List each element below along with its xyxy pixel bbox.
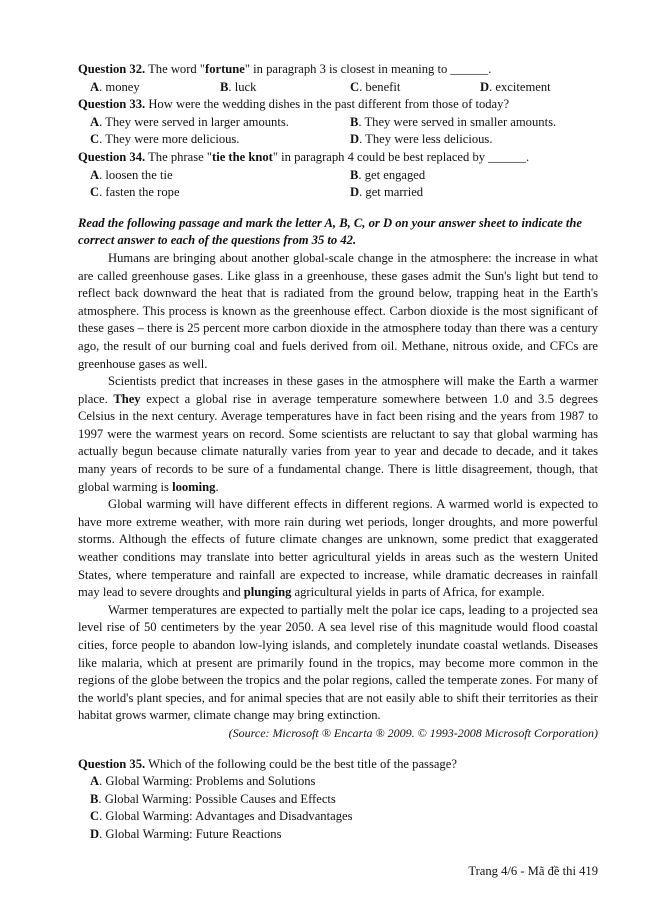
question-term: fortune xyxy=(205,62,245,76)
passage-paragraph-3: Global warming will have different effects in different regions. A warmed world is expected to have more extreme weather, with more rain during wet periods, longer droughts, and more powerful storms. Although the effects of future climate changes are unknown, some predict that exaggerated weather conditions may translate into better agricultural yields in areas such as the western United States, where temperature and rainfall are expected to increase, while dramatic decreases in rainfall may lead to severe droughts and plunging agricultural yields in parts of Africa, for example. xyxy=(78,497,598,600)
passage-paragraph-1: Humans are bringing about another global-scale change in the atmosphere: the increase in what are called greenhouse gases. Like glass in a greenhouse, these gases admit the Sun's light but tend to reflect back downward the heat that is radiated from the ground below, trapping heat in the Earth's atmosphere. This process is known as the greenhouse effect. Carbon dioxide is the most significant of these gases – there is 25 percent more carbon dioxide in the atmosphere today than there was a century ago, the result of our burning coal and fuels derived from oil. Methane, nitrous oxide, and CFCs are greenhouse gases as well. xyxy=(78,250,598,371)
passage-paragraph-4: Warmer temperatures are expected to partially melt the polar ice caps, leading to a projected sea level rise of 50 centimeters by the year 2050. A sea level rise of this magnitude would flood coastal cities, force people to abandon low-lying islands, and completely inundate coastal wetlands. Diseases like malaria, which at present are primarily found in the tropics, may become more common in the regions of the globe between the tropics and the polar regions, called the temperate zones. For many of the world's plant species, and for animal species that are not easily able to shift their territories as their habitat grows warmer, climate change may bring extinction. xyxy=(78,602,598,723)
question-number: Question 35. xyxy=(78,756,146,771)
highlighted-word: plunging xyxy=(243,585,292,600)
question-32-options xyxy=(78,79,598,97)
option-d[interactable]: D. excitement xyxy=(480,79,551,94)
question-number: Question 33. xyxy=(78,97,146,112)
question-34: Question 34. The phrase "tie the knot" in paragraph 4 could be best replaced by ______. xyxy=(78,149,530,164)
question-35-options xyxy=(78,773,598,843)
option-c[interactable]: C. They were more delicious. xyxy=(90,132,240,147)
question-term: tie the knot xyxy=(212,149,273,164)
option-d[interactable]: D. Global Warming: Future Reactions xyxy=(90,826,282,841)
reading-instruction: Read the following passage and mark the letter A, B, C, or D on your answer sheet to indicate the correct answer to each of the questions from 35 to 42. xyxy=(78,215,583,248)
question-35: Question 35. Which of the following could be the best title of the passage? xyxy=(78,756,457,771)
highlighted-word: looming xyxy=(172,479,216,494)
option-b[interactable]: B. luck xyxy=(220,79,257,94)
option-b[interactable]: B. get engaged xyxy=(350,167,426,182)
option-a[interactable]: A. Global Warming: Problems and Solutions xyxy=(90,774,316,789)
highlighted-word: They xyxy=(113,391,141,406)
passage-paragraph-2: Scientists predict that increases in these gases in the atmosphere will make the Earth a warmer place. They expect a global rise in average temperature somewhere between 1.0 and 3.5 degrees Celsius in the next century. Average temperatures have in fact been rising and the years from 1987 to 1997 were the warmest years on record. Some scientists are reluctant to say that global warming has actually begun because climate naturally varies from year to year and decade to decade, and it takes many years of records to be sure of a fundamental change. There is little disagreement, though, that global warming is looming. xyxy=(78,374,598,494)
option-b[interactable]: B. Global Warming: Possible Causes and Effects xyxy=(90,791,336,806)
option-c[interactable]: C. Global Warming: Advantages and Disadvantages xyxy=(90,809,353,824)
option-a[interactable]: A. money xyxy=(90,79,140,94)
option-a[interactable]: A. loosen the tie xyxy=(90,167,173,182)
option-a[interactable]: A. They were served in larger amounts. xyxy=(90,114,289,129)
option-c[interactable]: C. benefit xyxy=(350,79,401,94)
question-33-options xyxy=(78,114,598,149)
option-c[interactable]: C. fasten the rope xyxy=(90,185,180,200)
passage-source: (Source: Microsoft ® Encarta ® 2009. © 1993-2008 Microsoft Corporation) xyxy=(228,725,598,740)
option-d[interactable]: D. They were less delicious. xyxy=(350,132,493,147)
question-32: Question 32. The word "fortune" in paragraph 3 is closest in meaning to ______. xyxy=(78,62,492,76)
page-footer: Trang 4/6 - Mã đề thi 419 xyxy=(468,864,598,878)
question-33: Question 33. How were the wedding dishes in the past different from those of today? xyxy=(78,97,510,112)
option-d[interactable]: D. get married xyxy=(350,185,424,200)
question-number: Question 32. xyxy=(78,62,146,76)
question-34-options xyxy=(78,167,598,202)
option-b[interactable]: B. They were served in smaller amounts. xyxy=(350,114,557,129)
question-number: Question 34. xyxy=(78,149,146,164)
